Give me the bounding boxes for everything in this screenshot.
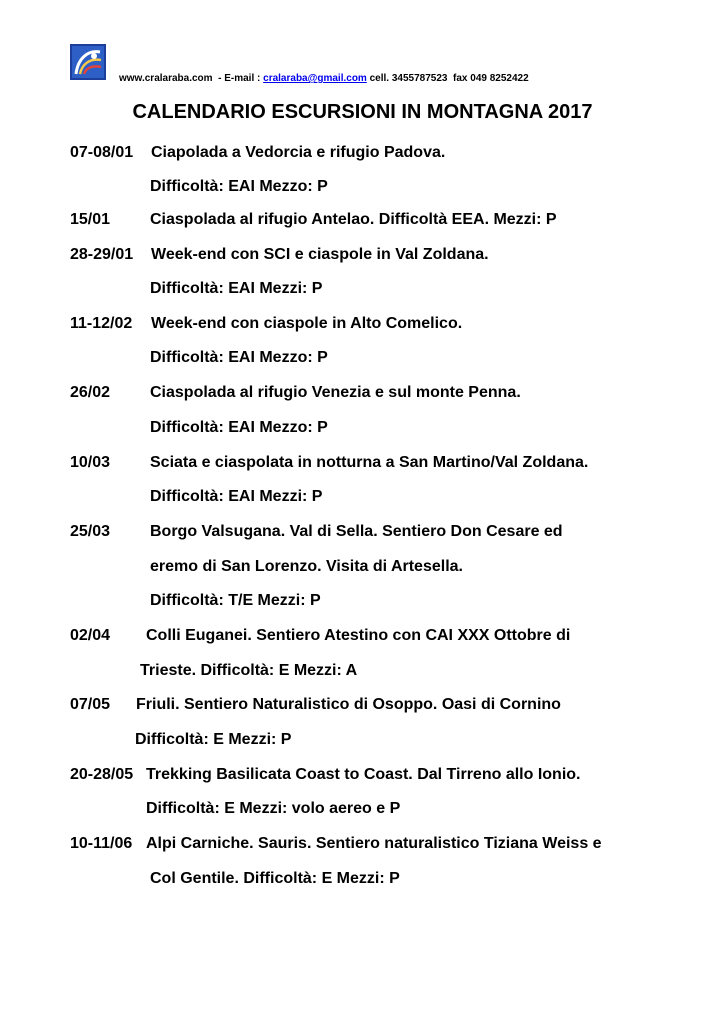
event-difficulty: Difficoltà: EAI Mezzo: P [150,178,328,195]
event-difficulty: Col Gentile. Difficoltà: E Mezzi: P [150,870,400,887]
event-description: Ciapolada a Vedorcia e rifugio Padova. [151,144,446,161]
event-date: 07/05 [70,696,111,713]
event-description: Alpi Carniche. Sauris. Sentiero naturalistico Tiziana Weiss e [146,835,602,852]
event-date: 28-29/01 [70,246,134,263]
event-date: 02/04 [70,627,111,644]
event-date: 15/01 [70,211,111,228]
logo [70,44,106,80]
event-date: 07-08/01 [70,144,134,161]
event-date: 25/03 [70,523,111,540]
event-description: Sciata e ciaspolata in notturna a San Martino/Val Zoldana. [150,454,589,471]
event-date: 10-11/06 [70,835,133,852]
page-title: CALENDARIO ESCURSIONI IN MONTAGNA 2017 [132,101,593,123]
event-difficulty: Difficoltà: T/E Mezzi: P [150,592,321,609]
event-description: eremo di San Lorenzo. Visita di Artesella. [150,558,463,575]
email-link[interactable]: cralaraba@gmail.com [263,73,367,84]
event-description: Ciaspolada al rifugio Antelao. Difficoltà EEA. Mezzi: P [150,211,557,228]
event-difficulty: Difficoltà: EAI Mezzo: P [150,349,328,366]
event-description: Week-end con ciaspole in Alto Comelico. [151,315,463,332]
event-difficulty: Difficoltà: E Mezzi: volo aereo e P [146,800,401,817]
event-difficulty: Difficoltà: EAI Mezzo: P [150,419,328,436]
event-description: Borgo Valsugana. Val di Sella. Sentiero Don Cesare ed [150,523,563,540]
event-description: Ciaspolada al rifugio Venezia e sul monte Penna. [150,384,521,401]
event-description: Colli Euganei. Sentiero Atestino con CAI XXX Ottobre di [146,627,571,644]
cell-number: cell. 3455787523 [369,73,448,84]
event-date: 11-12/02 [70,315,133,332]
website-link[interactable]: www.cralaraba.com [119,73,213,84]
event-description: Week-end con SCI e ciaspole in Val Zoldana. [151,246,489,263]
event-description: Friuli. Sentiero Naturalistico di Osoppo. Oasi di Cornino [136,696,561,713]
event-description: Trekking Basilicata Coast to Coast. Dal Tirreno allo Ionio. [146,766,581,783]
header-contacts [119,73,529,84]
event-date: 26/02 [70,384,111,401]
event-difficulty: Difficoltà: EAI Mezzi: P [150,488,323,505]
email-label: - E-mail : [218,73,261,84]
event-date: 10/03 [70,454,111,471]
fax-number: fax 049 8252422 [453,73,529,84]
event-date: 20-28/05 [70,766,134,783]
event-difficulty: Difficoltà: EAI Mezzi: P [150,280,323,297]
event-difficulty: Difficoltà: E Mezzi: P [135,731,292,748]
event-difficulty: Trieste. Difficoltà: E Mezzi: A [140,662,358,679]
